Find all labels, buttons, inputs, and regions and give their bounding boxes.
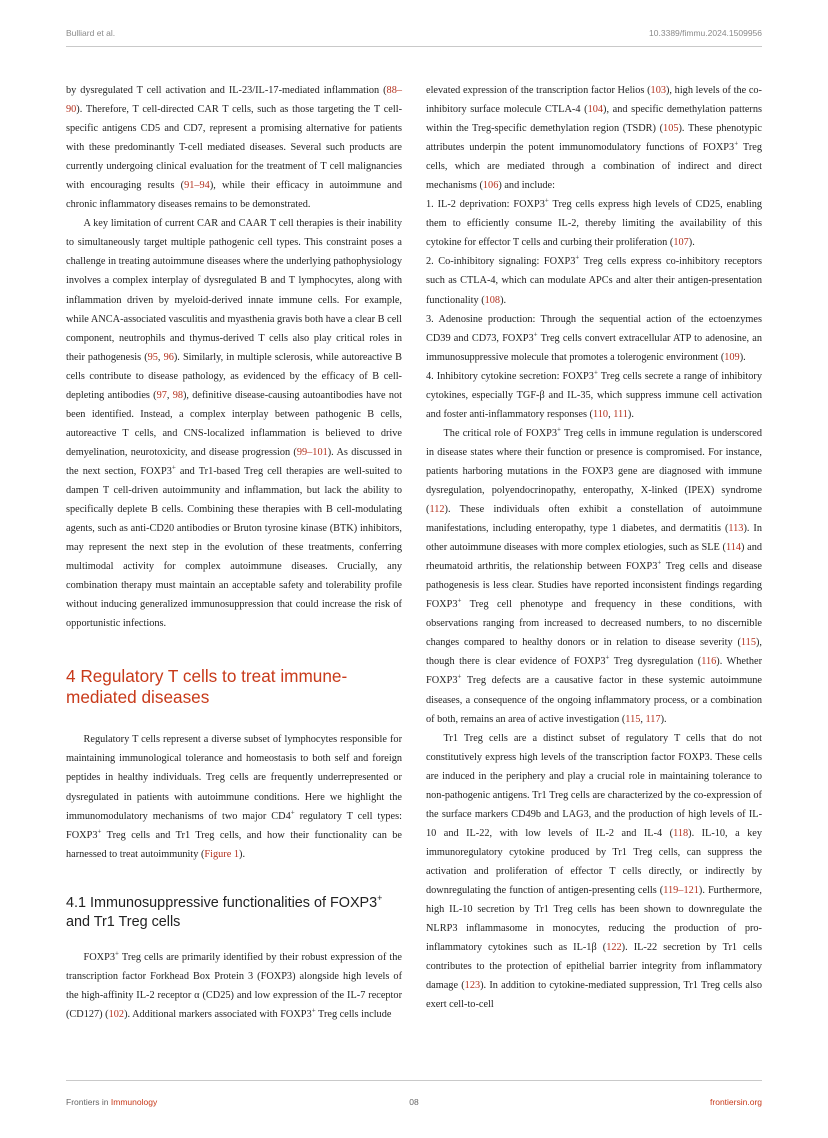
journal-name[interactable]: Frontiers in Immunology — [66, 1097, 158, 1107]
running-header-authors: Bulliard et al. — [66, 28, 116, 38]
citation-link[interactable]: 104 — [587, 104, 604, 116]
citation-link[interactable]: 96 — [163, 351, 174, 363]
list-item: 2. Co-inhibitory signaling: FOXP3+ Treg cells express co-inhibitory receptors such as CTLA-4, which can modulate APCs and alter their antigen-presentation functionality (108). — [426, 254, 762, 306]
site-link[interactable]: frontiersin.org — [710, 1097, 762, 1107]
citation-link[interactable]: 95 — [147, 351, 158, 363]
citation-link[interactable]: 107 — [673, 237, 689, 249]
citation-link[interactable]: 109 — [724, 351, 740, 363]
citation-link[interactable]: 91–94 — [184, 180, 210, 192]
citation-link[interactable]: 119–121 — [663, 884, 699, 896]
citation-link[interactable]: 112 — [429, 504, 445, 516]
citation-link[interactable]: 115 — [740, 637, 756, 649]
paragraph: by dysregulated T cell activation and IL-23/IL-17-mediated inflammation (88–90). Therefore, T cell-directed CAR T cells, such as those targeting the T cell-specific antigens CD5 and CD7, represent a promising alternative for patients with these predominantly T-cell mediated diseases. Several such products are currently undergoing clinical evaluation for the treatment of T cell malignancies with encouraging results (91–94), while their efficacy in autoimmune and chronic inflammatory diseases remains to be demonstrated. — [66, 85, 403, 211]
paragraph: FOXP3+ Treg cells are primarily identified by their robust expression of the transcription factor Forkhead Box Protein 3 (FOXP3) alongside high levels of the high-affinity IL-2 receptor α (CD25) and low expression of the IL-7 receptor (CD127) (102). Additional markers associated with FOXP3+ Treg cells include — [66, 949, 402, 1020]
paragraph: The critical role of FOXP3+ Treg cells in immune regulation is underscored in disease states where their function or presence is compromised. For instance, patients harboring mutations in the FOXP3 gene are diagnosed with immune dysregulation, polyendocrinopathy, enteropathy, X-linked (IPEX) syndrome (112). These individuals often exhibit a constellation of autoimmune manifestations, including enteropathy, type 1 diabetes, and dermatitis (113). In other autoimmune diseases with more complex etiologies, such as SLE (114) and rheumatoid arthritis, the relationship between FOXP3+ Treg cells and disease pathogenesis is less clear. Studies have reported inconsistent findings regarding FOXP3+ Treg cell phenotype and frequency in these conditions, with observations ranging from increased to decreased numbers, to no discernible changes compared to healthy donors or in relation to disease severity (115), though there is clear evidence of FOXP3+ Treg dysregulation (116). Whether FOXP3+ Treg defects are a causative factor in these systemic autoimmune diseases, a consequence of the ongoing inflammatory process, or a combination of both, remains an area of active investigation (115, 117). — [426, 425, 762, 725]
paragraph: elevated expression of the transcription factor Helios (103), high levels of the co-inhibitory surface molecule CTLA-4 (104), and specific demethylation patterns within the Treg-specific demethylation region (TSDR) (105). These phenotypic attributes underpin the potent immunomodulatory functions of FOXP3+ Treg cells, which are mediated through a combination of indirect and direct mechanisms (106) and include: — [426, 85, 762, 192]
paragraph: Tr1 Treg cells are a distinct subset of regulatory T cells that do not constitutively express high levels of the transcription factor FOXP3. These cells are induced in the periphery and play a crucial role in maintaining tolerance to non-pathogenic antigens. Tr1 Treg cells are characterized by the co-expression of the surface markers CD49b and LAG3, and the production of high levels of IL-10 and IL-22, with low levels of IL-2 and IL-4 (118). IL-10, a key immunoregulatory cytokine produced by Tr1 Treg cells, can suppress the activation and proliferation of effector T cells directly, or indirectly by downregulating the function of antigen-presenting cells (119–121). Furthermore, high IL-10 secretion by Tr1 Treg cells has been shown to downregulate the NLRP3 inflammasome in monocytes, reducing the production of pro-inflammatory cytokines such as IL-1β (122). IL-22 secretion by Tr1 cells contributes to the protection of epithelial barrier integrity from inflammatory damage (123). In addition to cytokine-mediated suppression, Tr1 Treg cells also exert cell-to-cell — [426, 732, 762, 1011]
paragraph: A key limitation of current CAR and CAAR T cell therapies is their inability to simultaneously target multiple pathogenic cell types. This constraint poses a challenge in treating autoimmune diseases where the underlying pathophysiology involves a complex interplay of dysregulated B and T lymphocytes, along with inflammation driven by myeloid-derived innate immune cells. For example, while ANCA-associated vasculitis and myasthenia gravis both have a clear B cell component, neutrophils and thymus-derived T cells also play critical roles in their pathogenesis (95, 96). Similarly, in multiple sclerosis, while autoreactive B cells contribute to disease pathology, as evidenced by the efficacy of B cell-depleting antibodies (97, 98), definitive disease-causing autoantibodies have not been identified. Instead, a complex interplay between pathogenic B cells, autoreactive T cells, and CNS-localized inflammation is believed to drive demyelination, neurotoxicity, and disease progression (99–101). As discussed in the next section, FOXP3+ and Tr1-based Treg cell therapies are well-suited to dampen T cell-driven autoimmunity and inflammation, but lack the ability to specifically deplete B cells. Combining these therapies with B cell-modulating agents, such as anti-CD20 antibodies or Bruton tyrosine kinase (BTK) inhibitors, may represent the next step in the evolution of these treatments, conferring multimodal activity for complex autoimmune diseases. Crucially, any combination therapy must maintain an acceptable safety and tolerability profile without inducing generalized immunosuppression that could increase the risk of opportunistic infections. — [66, 218, 403, 630]
citation-link[interactable]: 108 — [484, 294, 501, 306]
citation-link[interactable]: 106 — [482, 180, 499, 192]
right-column — [426, 81, 762, 1014]
running-header-doi[interactable]: 10.3389/fimmu.2024.1509956 — [649, 28, 762, 38]
citation-link[interactable]: 115 — [625, 713, 641, 725]
citation-link[interactable]: 88–90 — [66, 85, 402, 116]
list-item: 3. Adenosine production: Through the sequential action of the ectoenzymes CD39 and CD73, FOXP3+ Treg cells convert extracellular ATP to adenosine, an immunosuppressive molecule that promotes a tolerogenic environment (109). — [426, 313, 763, 363]
section-heading: 4 Regulatory T cells to treat immune-mediated diseases — [66, 666, 348, 708]
subsection-heading: 4.1 Immunosuppressive functionalities of FOXP3+ and Tr1 Treg cells — [66, 892, 383, 930]
list-item: 4. Inhibitory cytokine secretion: FOXP3+ Treg cells secrete a range of inhibitory cytokines, especially TGF-β and IL-35, which suppress immune cell activation and foster anti-inflammatory responses (110, 111). — [426, 368, 762, 420]
citation-link[interactable]: 105 — [663, 123, 679, 135]
citation-link[interactable]: 118 — [673, 827, 689, 839]
citation-link[interactable]: 116 — [701, 656, 717, 668]
header-divider — [66, 46, 762, 47]
left-column — [66, 81, 402, 1024]
citation-link[interactable]: 103 — [650, 85, 666, 96]
citation-link[interactable]: 113 — [728, 523, 744, 535]
citation-link[interactable]: 122 — [606, 942, 622, 954]
citation-link[interactable]: 97 — [156, 389, 167, 401]
citation-link[interactable]: 123 — [464, 980, 481, 992]
citation-link[interactable]: 111 — [613, 408, 628, 420]
footer-divider — [66, 1080, 762, 1081]
citation-link[interactable]: 110 — [593, 408, 609, 420]
citation-link[interactable]: 98 — [172, 389, 183, 401]
citation-link[interactable]: 102 — [108, 1008, 125, 1020]
figure-link[interactable]: Figure 1 — [204, 848, 240, 860]
list-item: 1. IL-2 deprivation: FOXP3+ Treg cells express high levels of CD25, enabling them to efficiently consume IL-2, thereby limiting the availability of this cytokine for effector T cells and curbing their proliferation (107). — [426, 196, 762, 249]
citation-link[interactable]: 99–101 — [296, 446, 328, 458]
citation-link[interactable]: 114 — [725, 542, 742, 554]
page-number: 08 — [409, 1097, 419, 1107]
paragraph: Regulatory T cells represent a diverse subset of lymphocytes responsible for maintaining immunological tolerance and homeostasis to both self and foreign peptides in healthy individuals. Treg cells are frequently underrepresented or dysregulated in patients with autoimmune conditions. Here we highlight the immunomodulatory mechanisms of two major CD4+ regulatory T cell types: FOXP3+ Treg cells and Tr1 Treg cells, and how their functionality can be harnessed to treat autoimmunity (Figure 1). — [66, 734, 403, 860]
citation-link[interactable]: 117 — [645, 713, 661, 725]
